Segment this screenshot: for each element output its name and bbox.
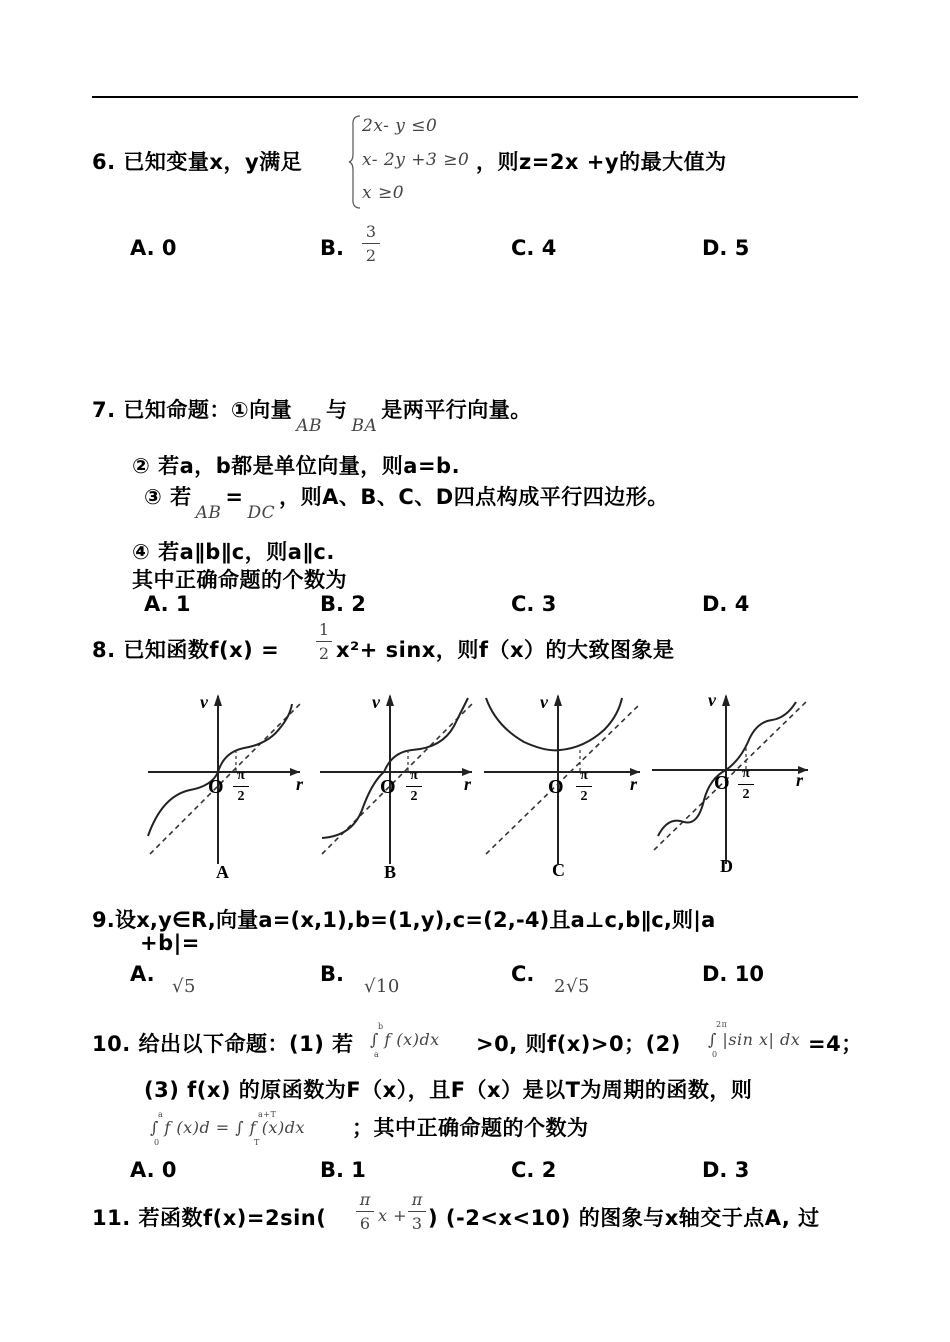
q10-option-a: A. 0 bbox=[130, 1158, 177, 1182]
graph-b-curve bbox=[322, 698, 468, 838]
q7-option-c: C. 3 bbox=[511, 592, 557, 616]
q9-line1: 9.设x,y∈R,向量a=(x,1),b=(1,y),c=(2,-4)且a⊥c,b∥c,则|a bbox=[92, 908, 716, 932]
q9-option-d: D. 10 bbox=[702, 962, 764, 986]
q10-integral-1-upper: b bbox=[378, 1022, 384, 1031]
q7-line1-c: 是两平行向量。 bbox=[381, 398, 532, 422]
q10-integral-3: ∫ f (x)d = ∫ f (x)dx bbox=[150, 1118, 305, 1137]
q7-line3 bbox=[144, 481, 669, 523]
q7-line4: ④ 若a∥b∥c，则a∥c. bbox=[132, 540, 335, 564]
graph-a-dashed-line bbox=[150, 704, 300, 854]
q7-vector-ab-2: AB bbox=[195, 503, 222, 523]
q6-constraint-1: 2x- y ≤0 bbox=[362, 116, 438, 136]
graph-d-x-axis-label: r bbox=[796, 770, 804, 790]
q9-option-b-math: √10 bbox=[364, 976, 400, 997]
graph-b-label: B bbox=[384, 862, 397, 882]
q7-option-b: B. 2 bbox=[320, 592, 366, 616]
q11-stem-b: ) (-2<x<10) 的图象与x轴交于点A, 过 bbox=[428, 1206, 820, 1230]
q7-vector-dc: DC bbox=[247, 503, 276, 523]
q6-option-b-fraction: 3 2 bbox=[362, 222, 380, 265]
graph-c-origin-label: O bbox=[548, 776, 565, 798]
graph-a-x-axis-label: r bbox=[296, 774, 304, 794]
graph-b-x-axis-label: r bbox=[464, 774, 472, 794]
q8-stem-b: x²+ sinx，则f（x）的大致图象是 bbox=[336, 638, 675, 662]
q6-stem-suffix: ，则z=2x +y的最大值为 bbox=[476, 150, 727, 174]
q6-constraint-3: x ≥0 bbox=[362, 183, 405, 203]
graph-d-tick-label: π 2 bbox=[738, 766, 754, 803]
q7-option-d: D. 4 bbox=[702, 592, 750, 616]
graph-b-y-axis-label: v bbox=[372, 692, 381, 712]
q6-brace bbox=[348, 114, 362, 210]
graph-d-dashed-line bbox=[654, 700, 808, 850]
q10-line1-b: >0, 则f(x)>0；(2) bbox=[476, 1032, 681, 1056]
q6-stem-prefix: 6. 已知变量x，y满足 bbox=[92, 150, 303, 174]
q7-line1-a: 7. 已知命题：①向量 bbox=[92, 398, 293, 422]
q7-line1-b: 与 bbox=[325, 398, 348, 422]
q10-line1-a: 10. 给出以下命题：(1) 若 bbox=[92, 1032, 354, 1056]
q7-line5: 其中正确命题的个数为 bbox=[132, 568, 347, 592]
q10-integral-3-upper-2: a+T bbox=[258, 1110, 277, 1119]
q7-vector-ba: BA bbox=[351, 416, 378, 436]
graph-a-tick-label: π 2 bbox=[233, 768, 249, 805]
q10-integral-1-lower: a bbox=[374, 1050, 380, 1059]
q11-fraction-1: π 6 bbox=[356, 1190, 374, 1233]
q9-option-c-math: 2√5 bbox=[554, 976, 590, 997]
top-rule bbox=[92, 96, 858, 98]
q9-line2: +b|= bbox=[140, 931, 200, 955]
graph-d-y-arrow bbox=[722, 694, 730, 706]
graph-c-label: C bbox=[552, 860, 566, 880]
q10-option-d: D. 3 bbox=[702, 1158, 750, 1182]
graph-b-tick-label: π 2 bbox=[406, 768, 422, 805]
q11-fraction-2: π 3 bbox=[408, 1190, 426, 1233]
graph-d-origin-label: O bbox=[714, 772, 731, 794]
graph-d-label: D bbox=[720, 856, 734, 876]
graph-b bbox=[312, 686, 482, 886]
graph-c-y-arrow bbox=[554, 694, 562, 706]
q10-integral-2: ∫ |sin x| dx bbox=[708, 1030, 801, 1049]
q7-line3-eq: = bbox=[225, 485, 244, 509]
graph-a bbox=[140, 686, 310, 886]
graph-c-curve bbox=[486, 698, 622, 750]
graph-c-y-axis-label: v bbox=[540, 692, 549, 712]
graph-a-origin-label: O bbox=[208, 776, 225, 798]
q10-line1-c: =4； bbox=[808, 1032, 863, 1056]
q9-option-a: A. bbox=[130, 962, 155, 986]
q6-option-c: C. 4 bbox=[511, 236, 557, 260]
q7-line2: ② 若a，b都是单位向量，则a=b. bbox=[132, 454, 461, 478]
graph-c-tick-label: π 2 bbox=[576, 768, 592, 805]
graph-b-origin-label: O bbox=[380, 776, 397, 798]
q7-line1 bbox=[92, 394, 532, 436]
q11-stem-a: 11. 若函数f(x)=2sin( bbox=[92, 1206, 327, 1230]
q8-fraction: 1 2 bbox=[316, 620, 332, 663]
graph-b-y-arrow bbox=[386, 694, 394, 706]
q10-option-c: C. 2 bbox=[511, 1158, 557, 1182]
graph-a-y-axis-label: v bbox=[200, 692, 209, 712]
q7-line3-b: ，则A、B、C、D四点构成平行四边形。 bbox=[279, 485, 669, 509]
q10-integral-2-lower: 0 bbox=[712, 1050, 718, 1059]
q9-option-c: C. bbox=[511, 962, 535, 986]
q10-integral-3-lower-2: T bbox=[254, 1138, 260, 1147]
q9-option-a-math: √5 bbox=[172, 976, 196, 997]
q11-mid: x + bbox=[378, 1206, 408, 1225]
q9-option-b: B. bbox=[320, 962, 344, 986]
q6-option-d: D. 5 bbox=[702, 236, 750, 260]
q7-line3-a: ③ 若 bbox=[144, 485, 192, 509]
graph-a-label: A bbox=[216, 862, 230, 882]
graph-c-x-axis-label: r bbox=[630, 774, 638, 794]
q8-stem-a: 8. 已知函数f(x) = bbox=[92, 638, 280, 662]
q6-constraint-2: x- 2y +3 ≥0 bbox=[362, 150, 470, 170]
q6-option-a: A. 0 bbox=[130, 236, 177, 260]
q10-option-b: B. 1 bbox=[320, 1158, 366, 1182]
q7-vector-ab: AB bbox=[296, 416, 322, 436]
graph-a-curve bbox=[148, 704, 292, 836]
q7-option-a: A. 1 bbox=[144, 592, 191, 616]
graph-c bbox=[480, 686, 650, 886]
graph-a-y-arrow bbox=[214, 694, 222, 706]
q10-line2: (3) f(x) 的原函数为F（x），且F（x）是以T为周期的函数，则 bbox=[144, 1078, 753, 1102]
q10-integral-3-lower-1: 0 bbox=[154, 1138, 160, 1147]
graph-d-y-axis-label: v bbox=[708, 690, 717, 710]
q6-option-b: B. bbox=[320, 236, 344, 260]
q10-integral-1: ∫ f (x)dx bbox=[370, 1030, 440, 1049]
q10-integral-3-upper-1: a bbox=[158, 1110, 164, 1119]
q10-line3-b: ；其中正确命题的个数为 bbox=[352, 1116, 589, 1140]
q10-integral-2-upper: 2π bbox=[716, 1020, 728, 1029]
